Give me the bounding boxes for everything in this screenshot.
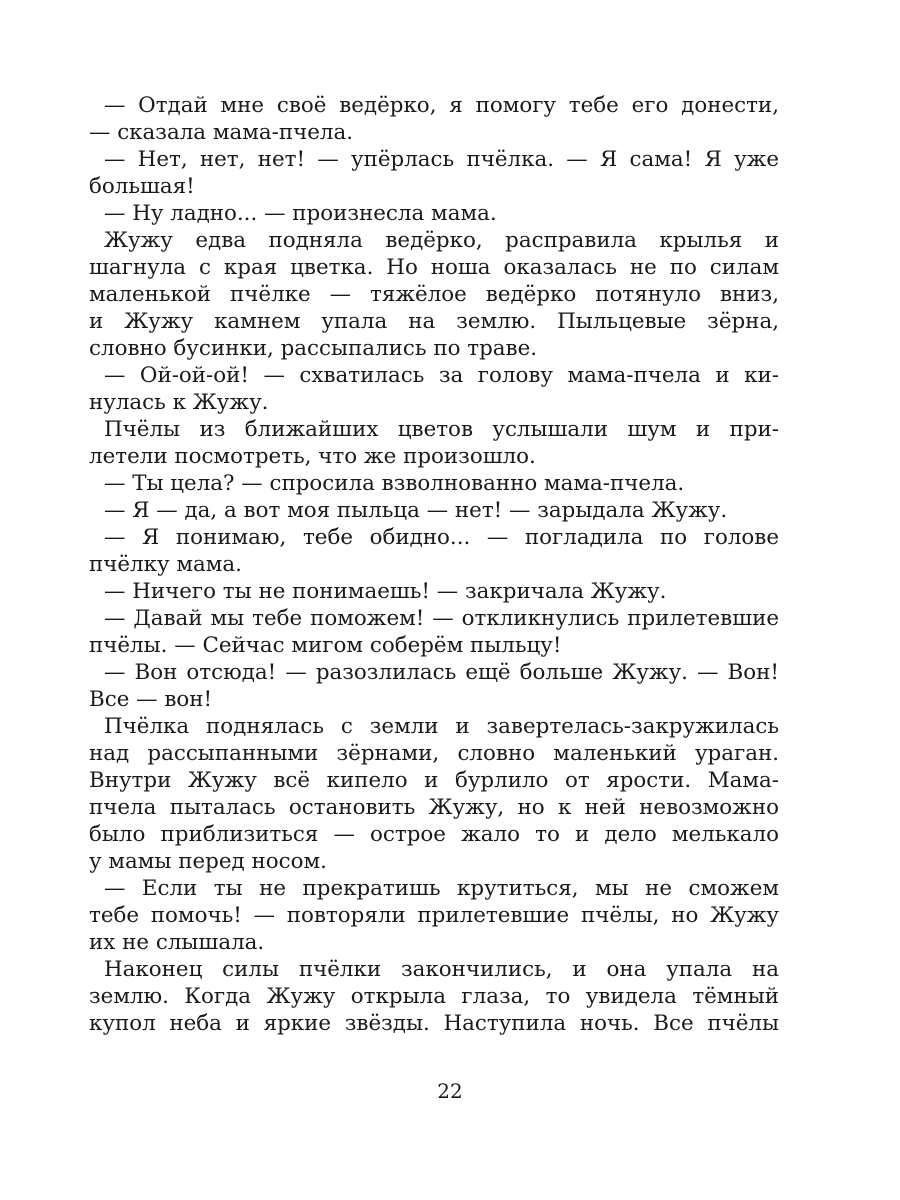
paragraph	[89, 524, 779, 578]
text-line: — Отдай мне своё ведёрко, я помогу тебе его донести,	[104, 93, 779, 118]
text-line: Внутри Жужу всё кипело и бурлило от ярости. Мама-	[89, 768, 779, 793]
text-line: большая!	[89, 174, 195, 199]
text-line: — Я — да, а вот моя пыльца — нет! — зарыдала Жужу.	[104, 498, 728, 523]
text-line: шагнула с края цветка. Но ноша оказалась не по силам	[89, 255, 779, 280]
text-line: тебе помочь! — повторяли прилетевшие пчёлы, но Жужу	[89, 903, 779, 928]
text-line: у мамы перед носом.	[89, 849, 327, 874]
paragraph	[89, 713, 779, 875]
text-line: пчела пыталась остановить Жужу, но к ней невозможно	[89, 795, 779, 820]
paragraph	[89, 497, 779, 524]
text-line: — сказала мама-пчела.	[89, 120, 354, 145]
body-text	[89, 92, 779, 1037]
text-line: маленькой пчёлке — тяжёлое ведёрко потянуло вниз,	[89, 282, 779, 307]
paragraph	[89, 578, 779, 605]
text-line: — Нет, нет, нет! — упёрлась пчёлка. — Я сама! Я уже	[104, 147, 779, 172]
text-line: нулась к Жужу.	[89, 390, 269, 415]
text-line: — Я понимаю, тебе обидно... — погладила по голове	[104, 525, 779, 550]
text-line: — Ничего ты не понимаешь! — закричала Жужу.	[104, 579, 667, 604]
paragraph	[89, 362, 779, 416]
paragraph	[89, 659, 779, 713]
text-line: Наконец силы пчёлки закончились, и она упала на	[104, 957, 779, 982]
text-line: летели посмотреть, что же произошло.	[89, 444, 536, 469]
text-line: Пчёлка поднялась с земли и завертелась-закружилась	[104, 714, 779, 739]
paragraph	[89, 227, 779, 362]
text-line: — Давай мы тебе поможем! — откликнулись прилетевшие	[104, 606, 779, 631]
page-number: 22	[437, 1079, 463, 1103]
paragraph	[89, 200, 779, 227]
text-line: — Ну ладно... — произнесла мама.	[104, 201, 497, 226]
text-line: — Ой-ой-ой! — схватилась за голову мама-пчела и ки-	[104, 363, 779, 388]
paragraph	[89, 470, 779, 497]
paragraph	[89, 146, 779, 200]
paragraph	[89, 956, 779, 1037]
text-line: Пчёлы из ближайших цветов услышали шум и при-	[104, 417, 779, 442]
text-line: их не слышала.	[89, 930, 265, 955]
text-line: — Вон отсюда! — разозлилась ещё больше Жужу. — Вон!	[104, 660, 779, 685]
text-line: Все — вон!	[89, 687, 213, 712]
paragraph	[89, 416, 779, 470]
text-line: купол неба и яркие звёзды. Наступила ночь. Все пчёлы	[89, 1011, 779, 1036]
paragraph	[89, 92, 779, 146]
text-line: словно бусинки, рассыпались по траве.	[89, 336, 538, 361]
text-line: пчёлку мама.	[89, 552, 242, 577]
text-line: над рассыпанными зёрнами, словно маленький ураган.	[89, 741, 779, 766]
paragraph	[89, 605, 779, 659]
text-line: пчёлы. — Сейчас мигом соберём пыльцу!	[89, 633, 562, 658]
text-line: — Если ты не прекратишь крутиться, мы не сможем	[104, 876, 779, 901]
text-line: было приблизиться — острое жало то и дело мелькало	[89, 822, 779, 847]
text-line: Жужу едва подняла ведёрко, расправила крылья и	[104, 228, 779, 253]
text-line: и Жужу камнем упала на землю. Пыльцевые зёрна,	[89, 309, 779, 334]
paragraph	[89, 875, 779, 956]
text-line: землю. Когда Жужу открыла глаза, то увидела тёмный	[89, 984, 779, 1009]
text-line: — Ты цела? — спросила взволнованно мама-пчела.	[104, 471, 685, 496]
